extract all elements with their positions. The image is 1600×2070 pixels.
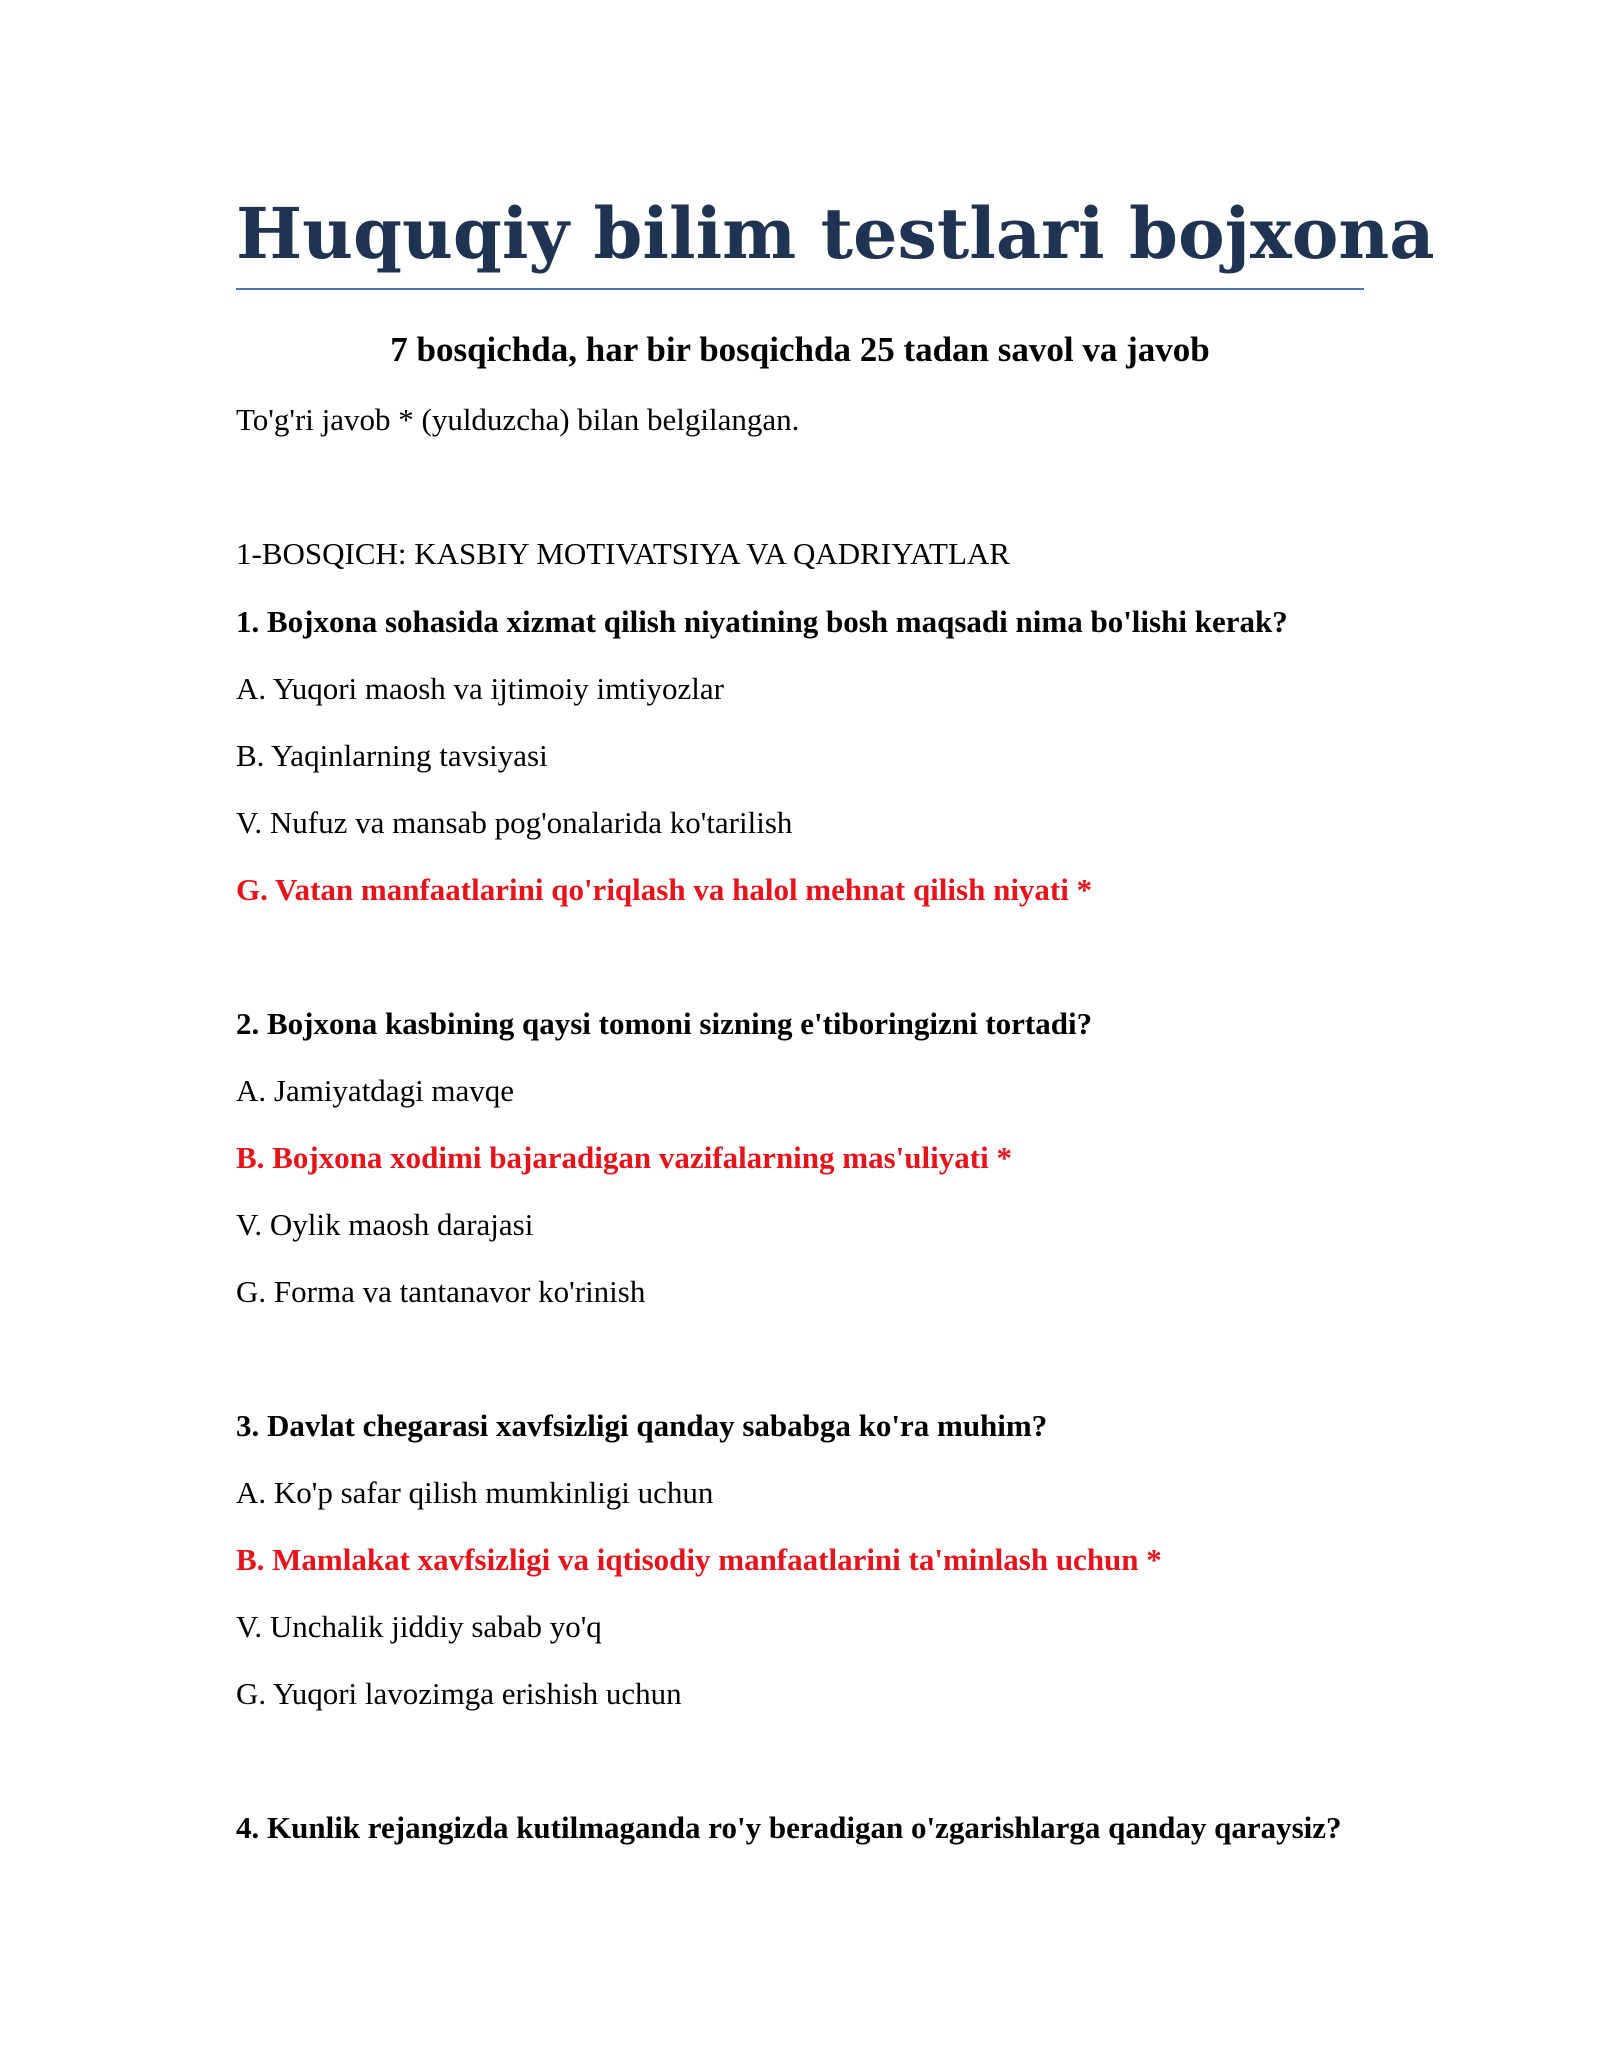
question-block xyxy=(236,1004,1364,1312)
document-page xyxy=(236,190,1435,1848)
correct-answer-option: B. Mamlakat xavfsizligi va iqtisodiy manfaatlarini ta'minlash uchun * xyxy=(236,1542,1162,1577)
section-heading: 1-BOSQICH: KASBIY MOTIVATSIYA VA QADRIYATLAR xyxy=(236,536,1010,571)
answer-key-note: To'g'ri javob * (yulduzcha) bilan belgilangan. xyxy=(236,402,800,437)
answer-option: V. Oylik maosh darajasi xyxy=(236,1207,534,1242)
correct-answer-option: G. Vatan manfaatlarini qo'riqlash va halol mehnat qilish niyati * xyxy=(236,872,1093,907)
answer-option: A. Ko'p safar qilish mumkinligi uchun xyxy=(236,1475,714,1510)
correct-answer-option: B. Bojxona xodimi bajaradigan vazifalarning mas'uliyati * xyxy=(236,1140,1012,1175)
answer-option: V. Unchalik jiddiy sabab yo'q xyxy=(236,1609,602,1644)
question-block xyxy=(236,602,1364,910)
answer-option: V. Nufuz va mansab pog'onalarida ko'tarilish xyxy=(236,805,793,840)
answer-option: A. Yuqori maosh va ijtimoiy imtiyozlar xyxy=(236,671,724,706)
document-subtitle: 7 bosqichda, har bir bosqichda 25 tadan savol va javob xyxy=(390,330,1210,369)
question-text: 3. Davlat chegarasi xavfsizligi qanday sababga ko'ra muhim? xyxy=(236,1408,1048,1443)
question-block xyxy=(236,1808,1364,1848)
answer-option: G. Forma va tantanavor ko'rinish xyxy=(236,1274,646,1309)
document-title: Huquqiy bilim testlari bojxona xyxy=(236,190,1364,290)
answer-option: B. Yaqinlarning tavsiyasi xyxy=(236,738,548,773)
answer-option: A. Jamiyatdagi mavqe xyxy=(236,1073,515,1108)
question-block xyxy=(236,1406,1364,1714)
question-text: 2. Bojxona kasbining qaysi tomoni sizning e'tiboringizni tortadi? xyxy=(236,1006,1093,1041)
question-text: 1. Bojxona sohasida xizmat qilish niyatining bosh maqsadi nima bo'lishi kerak? xyxy=(236,604,1288,639)
question-text: 4. Kunlik rejangizda kutilmaganda ro'y beradigan o'zgarishlarga qanday qaraysiz? xyxy=(236,1810,1342,1845)
question-list xyxy=(236,602,1364,1848)
answer-option: G. Yuqori lavozimga erishish uchun xyxy=(236,1676,682,1711)
